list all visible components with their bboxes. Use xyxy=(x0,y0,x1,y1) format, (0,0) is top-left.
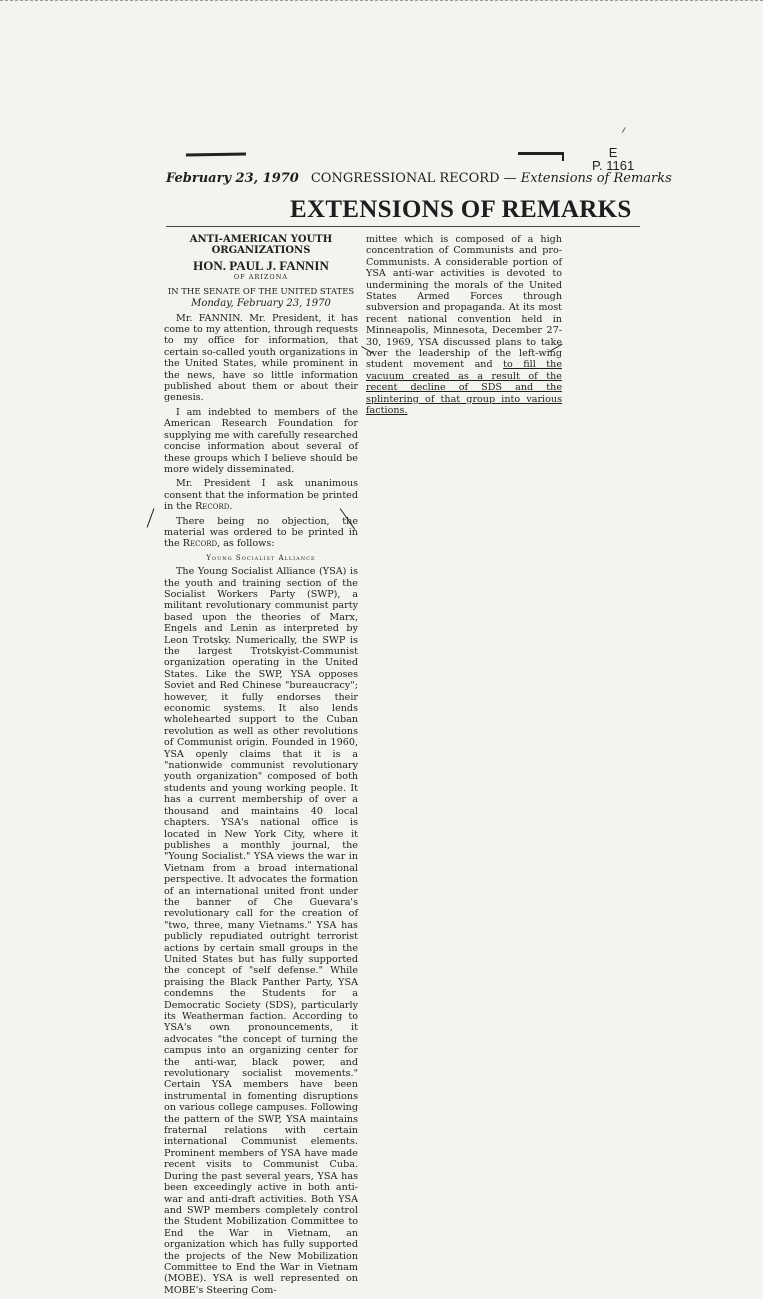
column-right xyxy=(366,234,562,420)
handwritten-slash-left xyxy=(147,508,155,527)
handwritten-dash-right xyxy=(518,152,564,161)
running-head-dash: — xyxy=(499,171,521,186)
paragraph-2: I am indebted to members of the American Research Foundation for supplying me with carefully researched concise information about several of these groups which I believe should be more widely disseminated. xyxy=(164,406,358,475)
column2-paragraph xyxy=(366,234,562,417)
paragraph-4 xyxy=(164,516,358,550)
c2-underlined: to fill the vacuum created as a result of the recent decline of SDS and the splintering of that group into various factions. xyxy=(366,359,562,417)
paragraph-1: Mr. FANNIN. Mr. President, it has come to my attention, through requests to my office for information, that certain so-called youth organizations in the United States, while prominent in the news, have so little information published about them or about their genesis. xyxy=(164,312,358,404)
page-reference xyxy=(592,146,634,172)
chamber-line: IN THE SENATE OF THE UNITED STATES xyxy=(167,286,355,297)
section-title: EXTENSIONS OF REMARKS xyxy=(290,196,632,223)
running-head-section: Extensions of Remarks xyxy=(520,171,672,186)
p3-end: . xyxy=(229,501,233,513)
column-left xyxy=(164,234,358,1299)
article-title-line2: ORGANIZATIONS xyxy=(211,245,311,256)
paragraph-5: The Young Socialist Alliance (YSA) is the youth and training section of the Socialist Workers Party (SWP), a militant revolutionary communist party based upon the theories of Marx, Engels and Lenin as interpreted by Leon Trotsky. Numerically, the SWP is the largest Trotskyist-Communist organization operating in the United States. Like the SWP, YSA opposes Soviet and Red Chinese "bureaucracy"; however, it fully endorses their economic systems. It also lends wholehearted support to the Cuban revolution as well as other revolutions of Communist origin. Founded in 1960, YSA openly claims that it is a "nationwide communist revolutionary youth organization" composed of both students and young working people. It has a current membership of over a thousand and maintains 40 local chapters. YSA's national office is located in New York City, where it publishes a monthly journal, the "Young Socialist." YSA views the war in Vietnam from a broad international perspective. It advocates the formation of an international united front under the banner of Che Guevara's revolutionary call for the creation of "two, three, many Vietnams." YSA has publicly repudiated outright terrorist actions by certain small groups in the United States but has fully supported the concept of "self defense." While praising the Black Panther Party, YSA condemns the Students for a Democratic Society (SDS), particularly its Weatherman faction. According to YSA's own pronouncements, it advocates "the concept of turning the campus into an organizing center for the anti-war, black power, and revolutionary socialist movements." Certain YSA members have been instrumental in fomenting disruptions on various college campuses. Following the pattern of the SWP, YSA maintains fraternal relations with certain international Communist elements. Prominent members of YSA have made recent visits to Communist Cuba. During the past several years, YSA has been exceedingly active in both anti-war and anti-draft activities. Both YSA and SWP members completely control the Student Mobilization Committee to End the War in Vietnam, an organization which has fully supported the projects of the New Mobilization Committee to End the War in Vietnam (MOBE). YSA is well represented on MOBE's Steering Com- xyxy=(164,566,358,1296)
subhead-ysa: Young Socialist Alliance xyxy=(206,553,316,562)
running-head xyxy=(166,171,672,186)
p3-record: Record xyxy=(195,501,230,513)
top-border xyxy=(0,0,763,5)
c2-text: mittee which is composed of a high concentration of Communists and pro-Communists. A considerable portion of YSA anti-war activities is devoted to undermining the morals of the United States Armed Forces through subversion and propaganda. At its most recent national convention held in Minneapolis, Minnesota, December 27-30, 1969, YSA discussed plans to take over the leadership of the left-wing student movement and xyxy=(366,234,562,371)
p3-text: Mr. President I ask unanimous consent that the information be printed in the xyxy=(164,478,358,513)
speaker-name: HON. PAUL J. FANNIN xyxy=(193,258,329,273)
paragraph-3 xyxy=(164,478,358,512)
page-ref-number: P. 1161 xyxy=(592,158,635,173)
stray-mark xyxy=(622,127,629,135)
speech-date: Monday, February 23, 1970 xyxy=(191,298,331,310)
running-head-date: February 23, 1970 xyxy=(166,171,299,186)
p4-record: Record xyxy=(182,538,218,550)
page-ref-letter: E xyxy=(608,145,618,160)
p4-text: There being no objection, the material was ordered to be printed in the xyxy=(164,515,358,550)
title-rule xyxy=(166,226,640,227)
speaker-state: OF ARIZONA xyxy=(233,273,289,282)
p4-end: , as follows: xyxy=(217,538,275,550)
article-title-line1: ANTI-AMERICAN YOUTH xyxy=(189,234,333,245)
article-title xyxy=(164,234,358,256)
running-head-publication: CONGRESSIONAL RECORD xyxy=(310,171,500,186)
handwritten-dash-left xyxy=(186,152,246,160)
